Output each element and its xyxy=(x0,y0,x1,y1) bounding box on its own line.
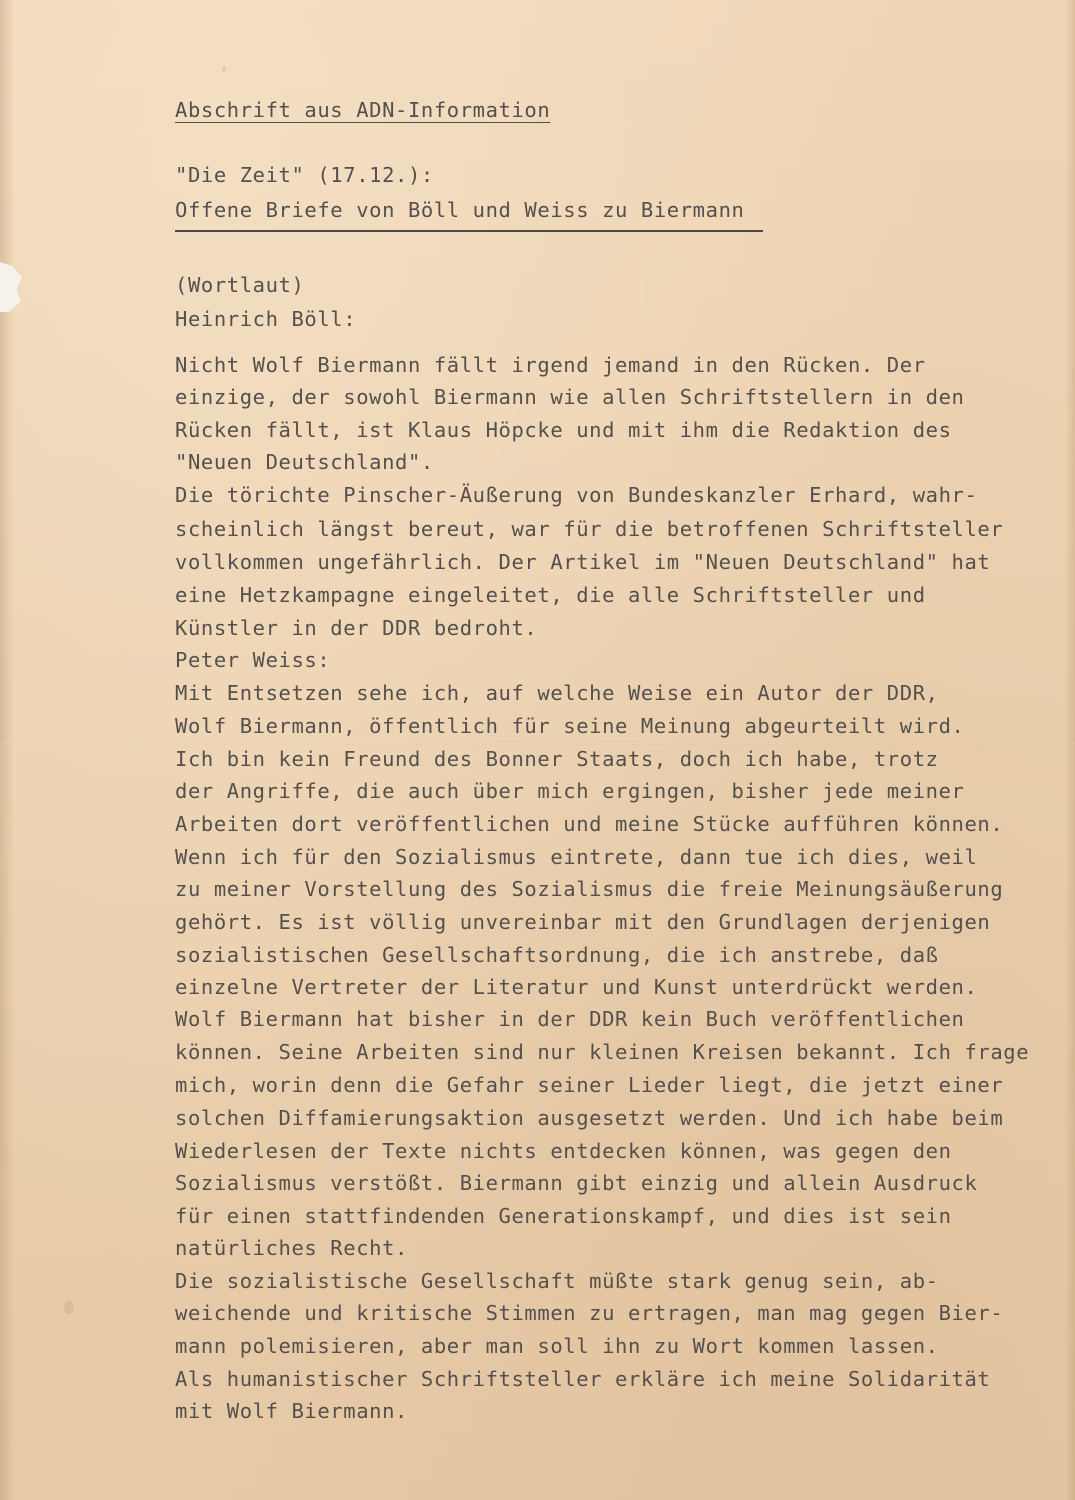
text-line: Mit Entsetzen sehe ich, auf welche Weise ein Autor der DDR, xyxy=(175,681,939,705)
text-line: für einen stattfindenden Generationskampf, und dies ist sein xyxy=(175,1204,952,1228)
wortlaut-note: (Wortlaut) xyxy=(175,273,305,297)
text-line: mit Wolf Biermann. xyxy=(175,1399,408,1423)
headline: Offene Briefe von Böll und Weiss zu Biermann xyxy=(175,198,745,222)
text-line: Sozialismus verstößt. Biermann gibt einzig und allein Ausdruck xyxy=(175,1171,978,1195)
text-line: Wiederlesen der Texte nichts entdecken können, was gegen den xyxy=(175,1139,952,1163)
text-line: Nicht Wolf Biermann fällt irgend jemand in den Rücken. Der xyxy=(175,353,926,377)
torn-edge xyxy=(0,262,22,312)
author-heading: Peter Weiss: xyxy=(175,648,331,672)
text-line: Wolf Biermann, öffentlich für seine Meinung abgeurteilt wird. xyxy=(175,714,965,738)
text-line: Die sozialistische Gesellschaft müßte stark genug sein, ab- xyxy=(175,1269,939,1293)
text-line: vollkommen ungefährlich. Der Artikel im "Neuen Deutschland" hat xyxy=(175,550,991,574)
author-heading: Heinrich Böll: xyxy=(175,307,357,331)
text-line: Wenn ich für den Sozialismus eintrete, dann tue ich dies, weil xyxy=(175,845,978,869)
text-line: natürliches Recht. xyxy=(175,1236,408,1260)
stain-spot xyxy=(64,1300,74,1314)
document-text xyxy=(175,0,1055,1423)
text-line: weichende und kritische Stimmen zu ertragen, man mag gegen Bier- xyxy=(175,1301,1004,1325)
text-line: Wolf Biermann hat bisher in der DDR kein Buch veröffentlichen xyxy=(175,1007,965,1031)
text-line: Arbeiten dort veröffentlichen und meine Stücke aufführen können. xyxy=(175,812,1004,836)
text-line: der Angriffe, die auch über mich ergingen, bisher jede meiner xyxy=(175,779,965,803)
text-line: mich, worin denn die Gefahr seiner Lieder liegt, die jetzt einer xyxy=(175,1073,1004,1097)
text-line: gehört. Es ist völlig unvereinbar mit den Grundlagen derjenigen xyxy=(175,910,991,934)
citation: "Die Zeit" (17.12.): xyxy=(175,163,434,187)
text-line: "Neuen Deutschland". xyxy=(175,450,434,474)
text-line: einzelne Vertreter der Literatur und Kunst unterdrückt werden. xyxy=(175,975,978,999)
text-line: zu meiner Vorstellung des Sozialismus die freie Meinungsäußerung xyxy=(175,877,1004,901)
text-line: sozialistischen Gesellschaftsordnung, die ich anstrebe, daß xyxy=(175,943,939,967)
text-line: Ich bin kein Freund des Bonner Staats, doch ich habe, trotz xyxy=(175,747,939,771)
text-line: eine Hetzkampagne eingeleitet, die alle Schriftsteller und xyxy=(175,583,926,607)
text-line: scheinlich längst bereut, war für die betroffenen Schriftsteller xyxy=(175,517,1004,541)
text-line: Die törichte Pinscher-Äußerung von Bundeskanzler Erhard, wahr- xyxy=(175,483,978,507)
text-line: Künstler in der DDR bedroht. xyxy=(175,616,538,640)
text-line: mann polemisieren, aber man soll ihn zu Wort kommen lassen. xyxy=(175,1334,939,1358)
text-line: Als humanistischer Schriftsteller erkläre ich meine Solidarität xyxy=(175,1367,991,1391)
text-line: können. Seine Arbeiten sind nur kleinen Kreisen bekannt. Ich frage xyxy=(175,1040,1030,1064)
source-heading: Abschrift aus ADN-Information xyxy=(175,98,551,122)
text-line: Rücken fällt, ist Klaus Höpcke und mit ihm die Redaktion des xyxy=(175,418,952,442)
paper-edge-left xyxy=(0,0,14,1500)
headline-rule xyxy=(175,230,763,232)
text-line: solchen Diffamierungsaktion ausgesetzt werden. Und ich habe beim xyxy=(175,1106,1004,1130)
paper-edge-right xyxy=(1065,0,1075,1500)
text-line: einzige, der sowohl Biermann wie allen Schriftstellern in den xyxy=(175,385,965,409)
